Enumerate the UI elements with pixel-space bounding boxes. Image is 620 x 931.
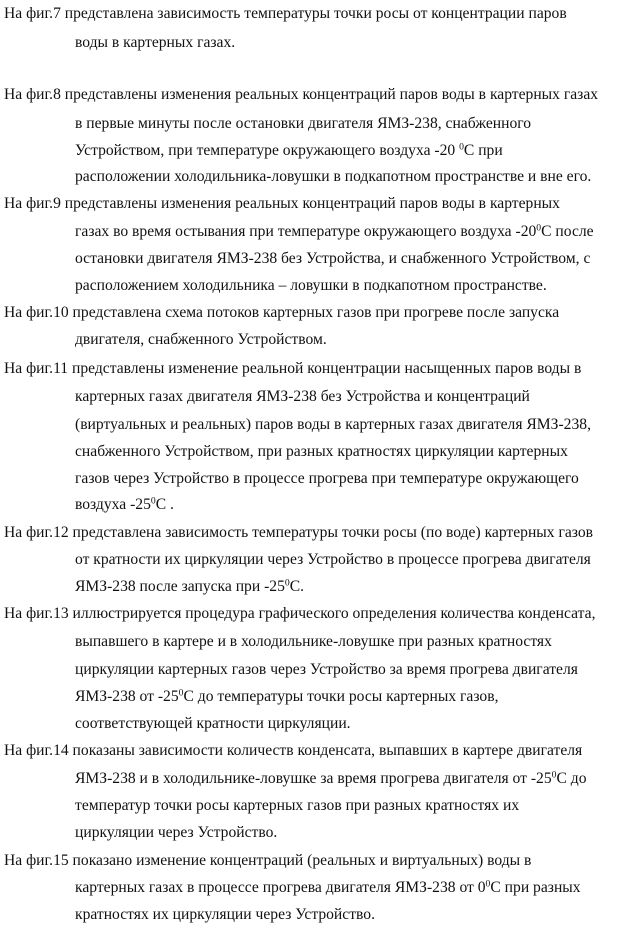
paragraph-line: воды в картерных газах.	[75, 34, 236, 51]
paragraph-line: от кратности их циркуляции через Устройство в процессе прогрева двигателя	[75, 551, 591, 568]
paragraph-line: На фиг.12 представлена зависимость температуры точки росы (по воде) картерных газов	[4, 524, 594, 541]
paragraph-line: воздуха $-25^0С$ .	[75, 495, 174, 513]
paragraph-line: циркуляции картерных газов через Устройство за время прогрева двигателя	[75, 661, 578, 678]
paragraph-line: картерных газах в процессе прогрева двигателя ЯМЗ-238 от $0^0С$ при разных	[75, 878, 581, 896]
paragraph-line: На фиг.7 представлена зависимость температуры точки росы от концентрации паров	[4, 5, 567, 22]
paragraph-line: температур точки росы картерных газов при разных кратностях их	[75, 797, 520, 814]
paragraph-line: Устройством, при температуре окружающего воздуха -20 $^0$С при	[75, 141, 503, 159]
paragraph-line: остановки двигателя ЯМЗ-238 без Устройства, и снабженного Устройством, с	[75, 250, 591, 267]
paragraph-line: картерных газах двигателя ЯМЗ-238 без Устройства и концентраций	[75, 388, 530, 405]
paragraph-line: На фиг.13 иллюстрируется процедура графического определения количества конденсата,	[4, 605, 596, 622]
paragraph-line: ЯМЗ-238 после запуска при $-25^0С$.	[75, 577, 305, 595]
paragraph-line: выпавшего в картере и в холодильнике-ловушке при разных кратностях	[75, 633, 552, 650]
paragraph-line: На фиг.8 представлены изменения реальных концентраций паров воды в картерных газах	[4, 86, 599, 103]
paragraph-line: На фиг.15 показано изменение концентраций (реальных и виртуальных) воды в	[4, 852, 532, 869]
paragraph-line: кратностях их циркуляции через Устройство.	[75, 906, 375, 923]
paragraph-line: двигателя, снабженного Устройством.	[75, 331, 327, 348]
paragraph-line: соответствующей кратности циркуляции.	[75, 715, 351, 732]
paragraph-line: На фиг.11 представлены изменение реальной концентрации насыщенных паров воды в	[4, 360, 582, 377]
paragraph-line: ЯМЗ-238 от $-25^0С$ до температуры точки росы картерных газов,	[75, 687, 499, 705]
paragraph-line: циркуляции через Устройство.	[75, 824, 278, 841]
paragraph-line: На фиг.10 представлена схема потоков картерных газов при прогреве после запуска	[4, 304, 560, 321]
paragraph-line: в первые минуты после остановки двигателя ЯМЗ-238, снабженного	[75, 115, 532, 132]
paragraph-line: На фиг.14 показаны зависимости количеств конденсата, выпавших в картере двигателя	[4, 742, 583, 759]
paragraph-line: снабженного Устройством, при разных кратностях циркуляции картерных	[75, 443, 568, 460]
paragraph-line: газов через Устройство в процессе прогрева при температуре окружающего	[75, 470, 579, 487]
paragraph-line: ЯМЗ-238 и в холодильнике-ловушке за время прогрева двигателя от $-25^0С$ до	[75, 769, 587, 787]
paragraph-line: расположением холодильника – ловушки в подкапотном пространстве.	[75, 277, 547, 294]
paragraph-line: газах во время остывания при температуре окружающего воздуха $-20^0С$ после	[75, 222, 594, 240]
paragraph-line: расположении холодильника-ловушки в подкапотном пространстве и вне его.	[75, 168, 592, 185]
paragraph-line: (виртуальных и реальных) паров воды в картерных газах двигателя ЯМЗ-238,	[75, 416, 591, 433]
paragraph-line: На фиг.9 представлены изменения реальных концентраций паров воды в картерных	[4, 195, 560, 212]
